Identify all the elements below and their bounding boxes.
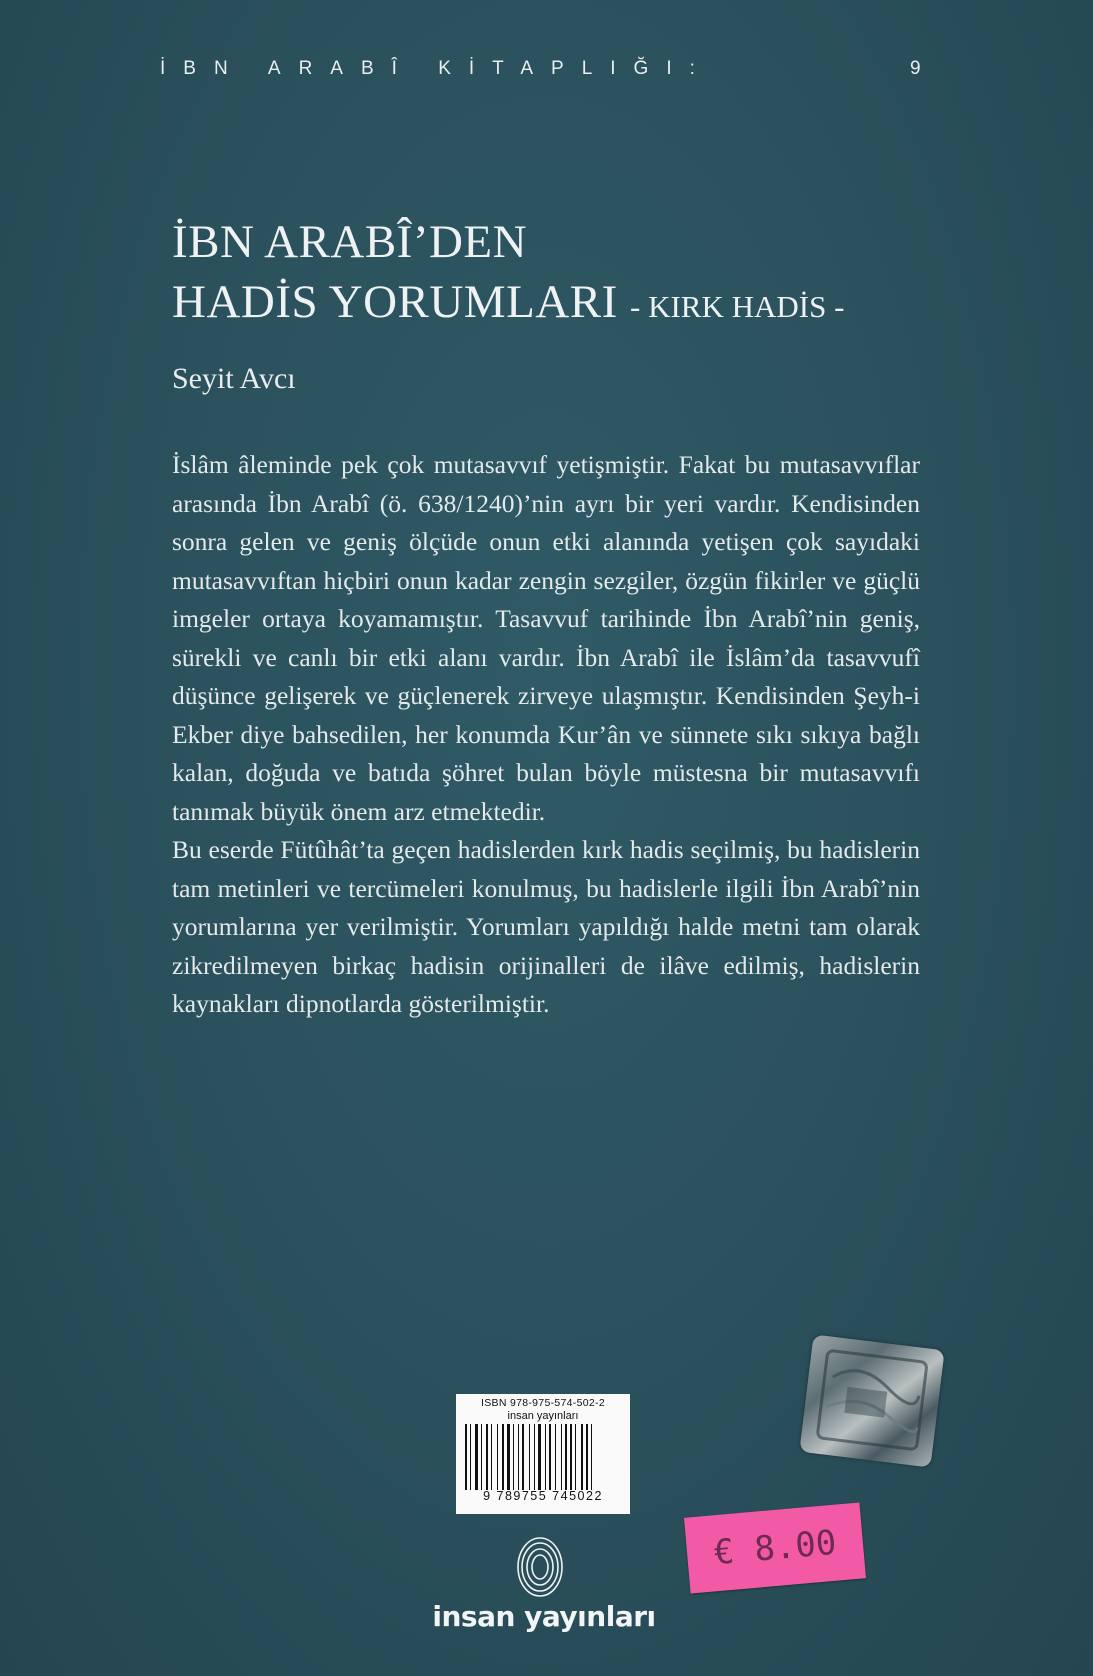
blurb-paragraph-2: Bu eserde Fütûhât’ta geçen hadislerden kırk hadis seçilmiş, bu hadislerin tam metinleri ve tercümeleri konulmuş, bu hadislerle ilgili İbn Arabî’nin yorumlarına yer verilmiştir. Yorumları yapıldığı halde metni tam olarak zikredilmeyen birkaç hadisin orijinalleri de ilâve edilmiş, hadislerin kaynakları dipnotlarda gösterilmiştir. [172, 835, 920, 1018]
author-name: Seyit Avcı [172, 362, 296, 395]
book-title [172, 212, 844, 337]
series-number: 9 [910, 58, 921, 79]
isbn-number: ISBN 978-975-574-502-2 [481, 1397, 605, 1409]
title-line-1: İBN ARABÎ’DEN [172, 216, 528, 268]
barcode-publisher-label: insan yayınları [507, 1410, 579, 1422]
price-sticker: € 8.00 [684, 1502, 866, 1593]
fingerprint-icon [490, 1535, 590, 1599]
blurb [172, 446, 920, 1024]
title-line-2-wrap [172, 272, 844, 337]
isbn-barcode [456, 1394, 630, 1514]
barcode-bars [461, 1424, 625, 1490]
hologram-sticker [799, 1334, 944, 1467]
publisher-name: insan yayınları [432, 1600, 656, 1633]
book-subtitle: - KIRK HADİS - [630, 289, 845, 324]
blurb-paragraph-1: İslâm âleminde pek çok mutasavvıf yetişmiştir. Fakat bu mutasavvıflar arasında İbn Arabî (ö. 638/1240)’nin ayrı bir yeri vardır. Kendisinden sonra gelen ve geniş ölçüde onun etki alanında yetişen çok sayıdaki mutasavvıftan hiçbiri onun kadar zengin sezgiler, özgün fikirler ve güçlü imgeler ortaya koyamamıştır. Tasavvuf tarihinde İbn Arabî’nin geniş, sürekli ve canlı bir etki alanı vardır. İbn Arabî ile İslâm’da tasavvufî düşünce gelişerek ve güçlenerek zirveye ulaşmıştır. Kendisinden Şeyh-i Ekber diye bahsedilen, her konumda Kur’ân ve sünnete sıkı sıkıya bağlı kalan, doğuda ve batıda şöhret bulan böyle müstesna bir mutasavvıfı tanımak büyük önem arz etmektedir. [172, 450, 920, 826]
title-line-2: HADİS YORUMLARI [172, 276, 618, 328]
barcode-digits: 9 789755 745022 [483, 1489, 603, 1503]
series-name: İBN ARABÎ KİTAPLIĞI: [160, 58, 713, 79]
